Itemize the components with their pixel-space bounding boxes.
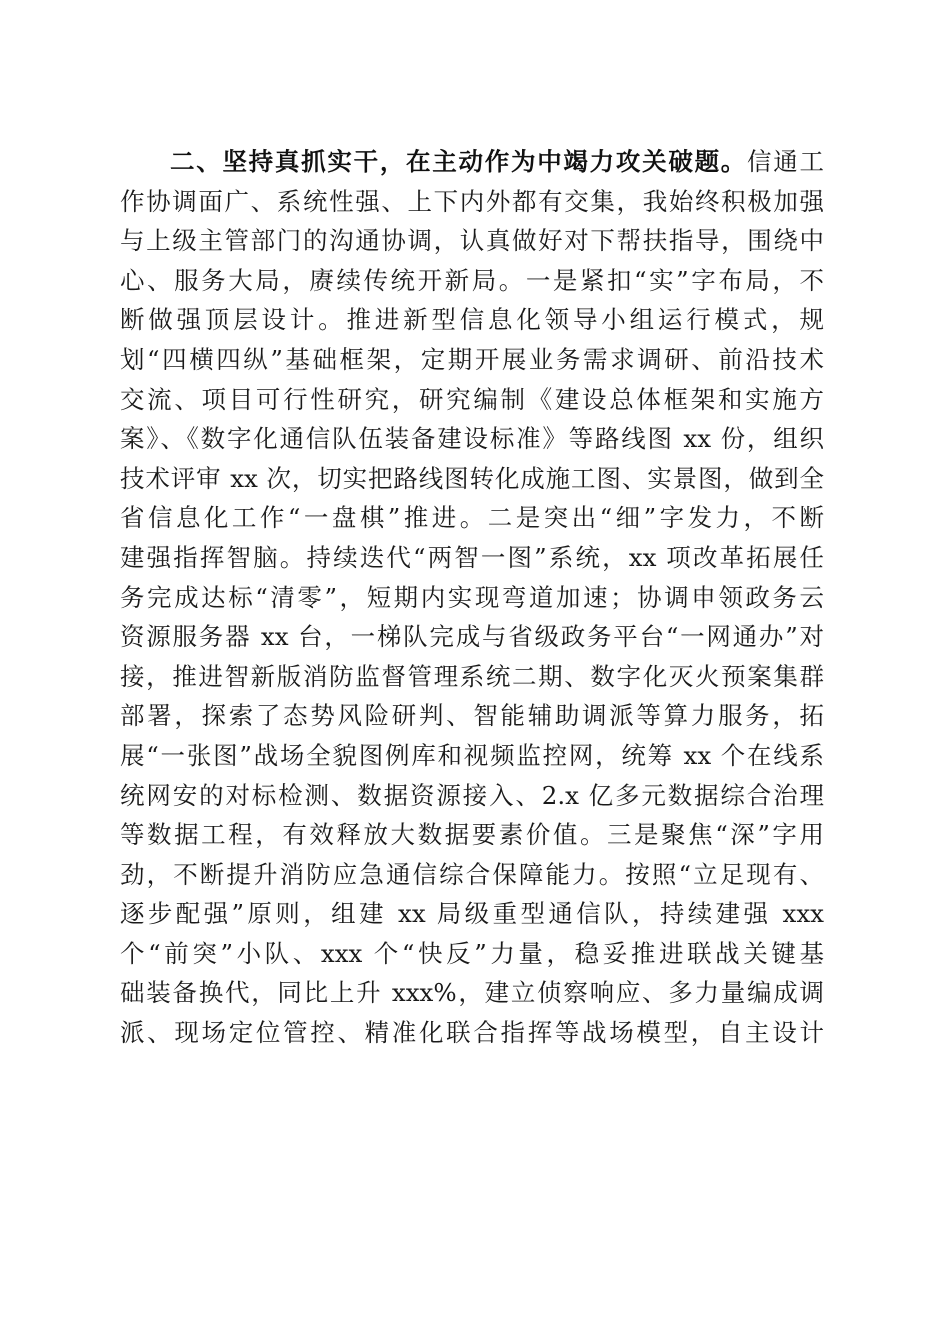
paragraph-line: 部署，探索了态势风险研判、智能辅助调派等算力服务，拓: [120, 701, 824, 731]
section-heading: 二、坚持真抓实干，在主动作为中竭力攻关破题。: [170, 147, 748, 176]
paragraph-line: 断做强顶层设计。推进新型信息化领导小组运行模式，规: [120, 305, 824, 335]
paragraph-line: 交流、项目可行性研究，研究编制《建设总体框架和实施方: [120, 384, 824, 414]
paragraph-line: 心、服务大局，赓续传统开新局。一是紧扣“实”字布局，不: [120, 265, 824, 295]
paragraph-line: 技术评审 xx 次，切实把路线图转化成施工图、实景图，做到全: [120, 463, 824, 493]
paragraph-line: 划“四横四纵”基础框架，定期开展业务需求调研、前沿技术: [120, 344, 824, 374]
document-body: [120, 142, 824, 1053]
paragraph-line: 接，推进智新版消防监督管理系统二期、数字化灭火预案集群: [120, 661, 824, 691]
paragraph-line: 统网安的对标检测、数据资源接入、2.x 亿多元数据综合治理: [120, 780, 824, 810]
paragraph-line-1: [120, 142, 824, 182]
paragraph-line: 务完成达标“清零”，短期内实现弯道加速；协调申领政务云: [120, 582, 824, 612]
paragraph-line: 展“一张图”战场全貌图例库和视频监控网，统筹 xx 个在线系: [120, 740, 824, 770]
paragraph-line: 省信息化工作“一盘棋”推进。二是突出“细”字发力，不断: [120, 503, 824, 533]
paragraph-line: 作协调面广、系统性强、上下内外都有交集，我始终积极加强: [120, 186, 824, 216]
paragraph-line: 资源服务器 xx 台，一梯队完成与省级政务平台“一网通办”对: [120, 622, 824, 652]
paragraph-line: 逐步配强”原则，组建 xx 局级重型通信队，持续建强 xxx: [120, 899, 824, 929]
paragraph-line: 案》、《数字化通信队伍装备建设标准》等路线图 xx 份，组织: [120, 424, 824, 454]
paragraph-line: 础装备换代，同比上升 xxx%，建立侦察响应、多力量编成调: [120, 978, 824, 1008]
paragraph-line: 个“前突”小队、xxx 个“快反”力量，稳妥推进联战关键基: [120, 938, 824, 968]
paragraph-line: 建强指挥智脑。持续迭代“两智一图”系统，xx 项改革拓展任: [120, 542, 824, 572]
paragraph-line: 劲，不断提升消防应急通信综合保障能力。按照“立足现有、: [120, 859, 824, 889]
paragraph-text-start: 信通工: [747, 147, 825, 176]
paragraph-line: 等数据工程，有效释放大数据要素价值。三是聚焦“深”字用: [120, 820, 824, 850]
paragraph-line: 与上级主管部门的沟通协调，认真做好对下帮扶指导，围绕中: [120, 226, 824, 256]
paragraph-line: 派、现场定位管控、精准化联合指挥等战场模型，自主设计: [120, 1018, 824, 1048]
